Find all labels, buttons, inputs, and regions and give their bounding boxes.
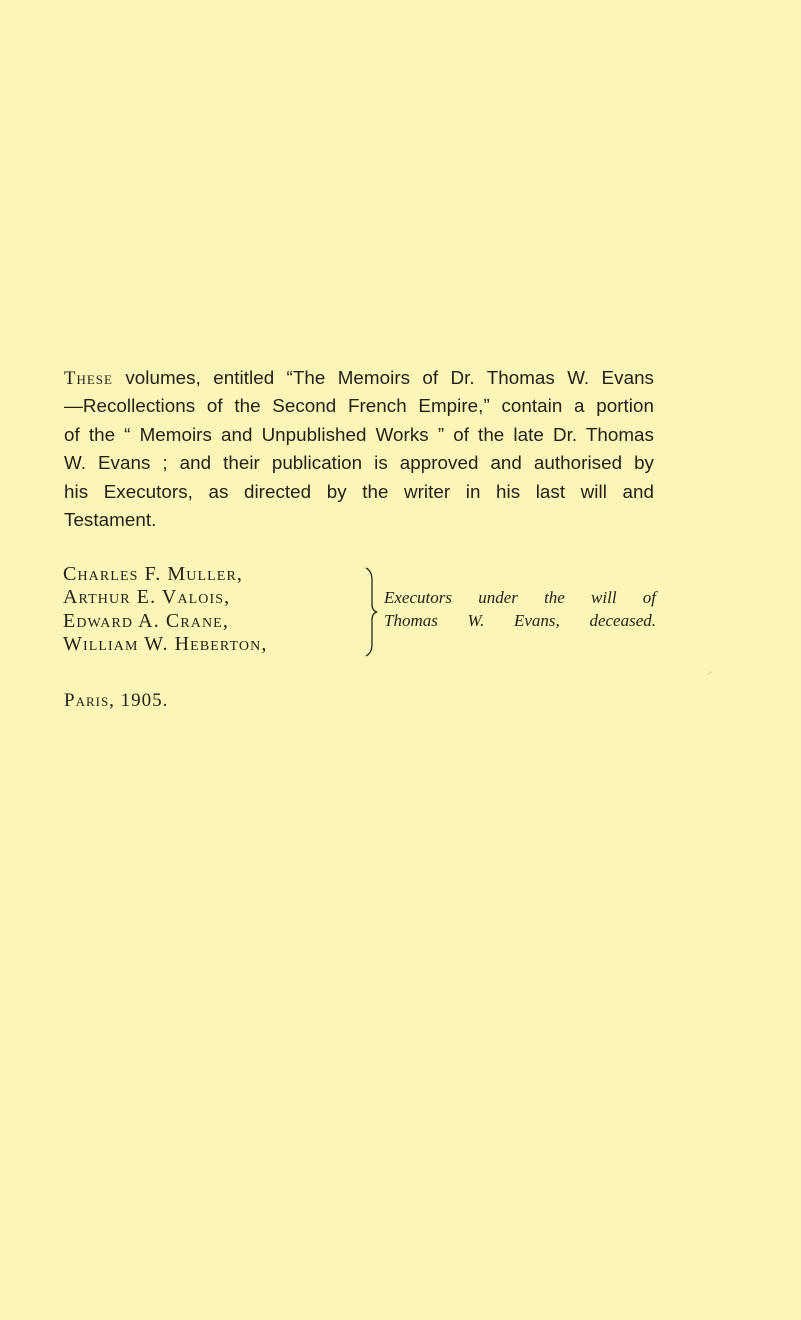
- authorisation-paragraph: [64, 364, 654, 534]
- place-and-date: Paris, 1905.: [64, 690, 169, 711]
- executor-signatures: [63, 563, 383, 656]
- executor-name: Arthur E. Valois,: [63, 586, 231, 609]
- paragraph-line: —Recollections of the Second French Empire,” contain a portion: [64, 395, 654, 417]
- paragraph-line: his Executors, as directed by the writer in his last will and: [64, 480, 654, 502]
- paper-blemish: [707, 671, 712, 675]
- paragraph-line: W. Evans ; and their publication is approved and authorised by: [64, 452, 654, 474]
- executor-name: William W. Heberton,: [63, 632, 268, 655]
- role-line-1: Executors under the will of: [384, 588, 656, 607]
- paragraph-lead-word: These: [64, 368, 113, 389]
- executor-name: Charles F. Muller,: [63, 563, 243, 585]
- paragraph-line: Testament.: [64, 508, 157, 530]
- right-brace-icon: [364, 566, 378, 658]
- role-line-2: Thomas W. Evans, deceased.: [384, 611, 656, 631]
- paragraph-line: [64, 364, 654, 392]
- paragraph-line-text: volumes, entitled “The Memoirs of Dr. Thomas W. Evans: [112, 367, 654, 388]
- paragraph-line: of the “ Memoirs and Unpublished Works ” of the late Dr. Thomas: [64, 423, 654, 445]
- executor-role-note: [384, 586, 656, 633]
- executor-name: Edward A. Crane,: [63, 609, 229, 632]
